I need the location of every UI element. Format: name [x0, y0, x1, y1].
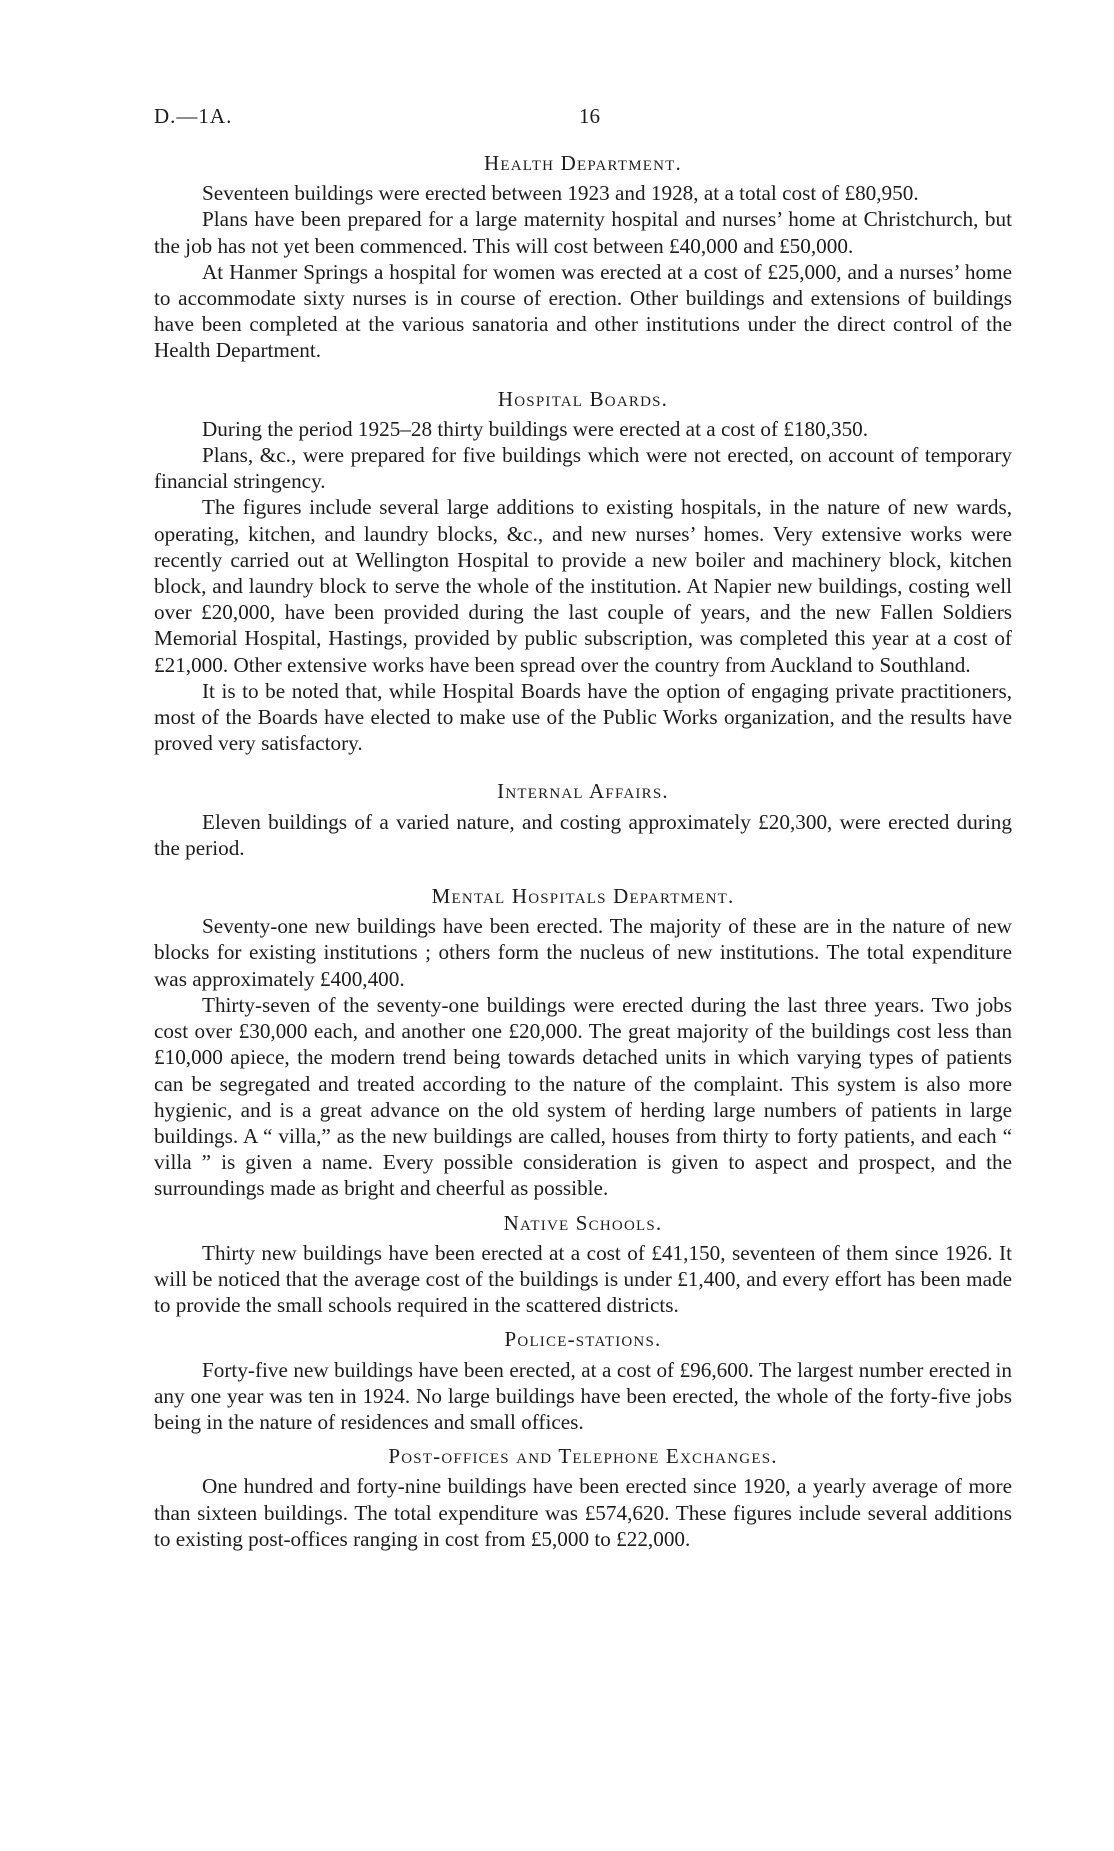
- paragraph: Plans have been prepared for a large maternity hospital and nurses’ home at Christchurch, but the job has not yet been commenced. This will cost between £40,000 and £50,000.: [154, 207, 1012, 258]
- section-heading: Police-stations.: [504, 1327, 662, 1352]
- page-number: 16: [579, 104, 600, 128]
- section-health-department: [154, 150, 1012, 364]
- section-native-schools: [154, 1210, 1012, 1319]
- section-hospital-boards: [154, 386, 1012, 757]
- section-heading: Native Schools.: [503, 1210, 663, 1235]
- section-mental-hospitals-department: [154, 883, 1012, 1201]
- document-reference: D.—1A.: [154, 104, 233, 128]
- paragraph: It is to be noted that, while Hospital Boards have the option of engaging private practitioners, most of the Boards have elected to make use of the Public Works organization, and the results have proved very satisfactory.: [154, 678, 1012, 756]
- paragraph: Thirty-seven of the seventy-one buildings were erected during the last three years. Two jobs cost over £30,000 each, and another one £20,000. The great majority of the buildings cost less than £10,000 apiece, the modern trend being towards detached units in which varying types of patients can be segregated and treated according to the nature of the complaint. This system is also more hygienic, and is a great advance on the old system of herding large numbers of patients in large buildings. A “ villa,” as the new buildings are called, houses from thirty to forty patients, and each “ villa ” is given a name. Every possible consideration is given to aspect and prospect, and the surroundings made as bright and cheerful as possible.: [154, 992, 1012, 1201]
- paragraph: Forty-five new buildings have been erected, at a cost of £96,600. The largest number erected in any one year was ten in 1924. No large buildings have been erected, the whole of the forty-five jobs being in the nature of residences and small offices.: [154, 1357, 1012, 1434]
- paragraph: Eleven buildings of a varied nature, and costing approximately £20,300, were erected during the period.: [154, 809, 1012, 860]
- section-heading: Mental Hospitals Department.: [431, 884, 735, 909]
- paragraph: Seventeen buildings were erected between 1923 and 1928, at a total cost of £80,950.: [202, 181, 919, 206]
- section-heading: Post-offices and Telephone Exchanges.: [388, 1444, 778, 1469]
- paragraph: One hundred and forty-nine buildings have been erected since 1920, a yearly average of more than sixteen buildings. The total expenditure was £574,620. These figures include several additions to existing post-offices ranging in cost from £5,000 to £22,000.: [154, 1474, 1012, 1551]
- paragraph: Thirty new buildings have been erected at a cost of £41,150, seventeen of them since 1926. It will be noticed that the average cost of the buildings is under £1,400, and every effort has been made to provide the small schools required in the scattered districts.: [154, 1240, 1012, 1318]
- paragraph: Plans, &c., were prepared for five buildings which were not erected, on account of temporary financial stringency.: [154, 443, 1012, 494]
- page-body: [154, 150, 1012, 1552]
- section-internal-affairs: [154, 778, 1012, 861]
- paragraph: Seventy-one new buildings have been erected. The majority of these are in the nature of new blocks for existing institutions ; others form the nucleus of new institutions. The total expenditure was approximately £400,400.: [154, 914, 1012, 991]
- section-heading: Hospital Boards.: [497, 386, 669, 411]
- paragraph: At Hanmer Springs a hospital for women was erected at a cost of £25,000, and a nurses’ home to accommodate sixty nurses is in course of erection. Other buildings and extensions of buildings have been completed at the various sanatoria and other institutions under the direct control of the Health Department.: [154, 259, 1012, 363]
- section-heading: Internal Affairs.: [497, 779, 669, 804]
- paragraph: During the period 1925–28 thirty buildings were erected at a cost of £180,350.: [202, 416, 869, 441]
- section-heading: Health Department.: [484, 151, 682, 175]
- section-police-stations: [154, 1326, 1012, 1435]
- page-header: [154, 104, 1014, 134]
- paragraph: The figures include several large additions to existing hospitals, in the nature of new wards, operating, kitchen, and laundry blocks, &c., and new nurses’ homes. Very extensive works were recently carried out at Wellington Hospital to provide a new boiler and machinery block, kitchen block, and laundry block to serve the whole of the institution. At Napier new buildings, costing well over £20,000, have been provided during the last couple of years, and the new Fallen Soldiers Memorial Hospital, Hastings, provided by public subscription, was completed this year at a cost of £21,000. Other extensive works have been spread over the country from Auckland to Southland.: [154, 495, 1012, 677]
- section-post-offices-and-telephone-exchanges: [154, 1443, 1012, 1552]
